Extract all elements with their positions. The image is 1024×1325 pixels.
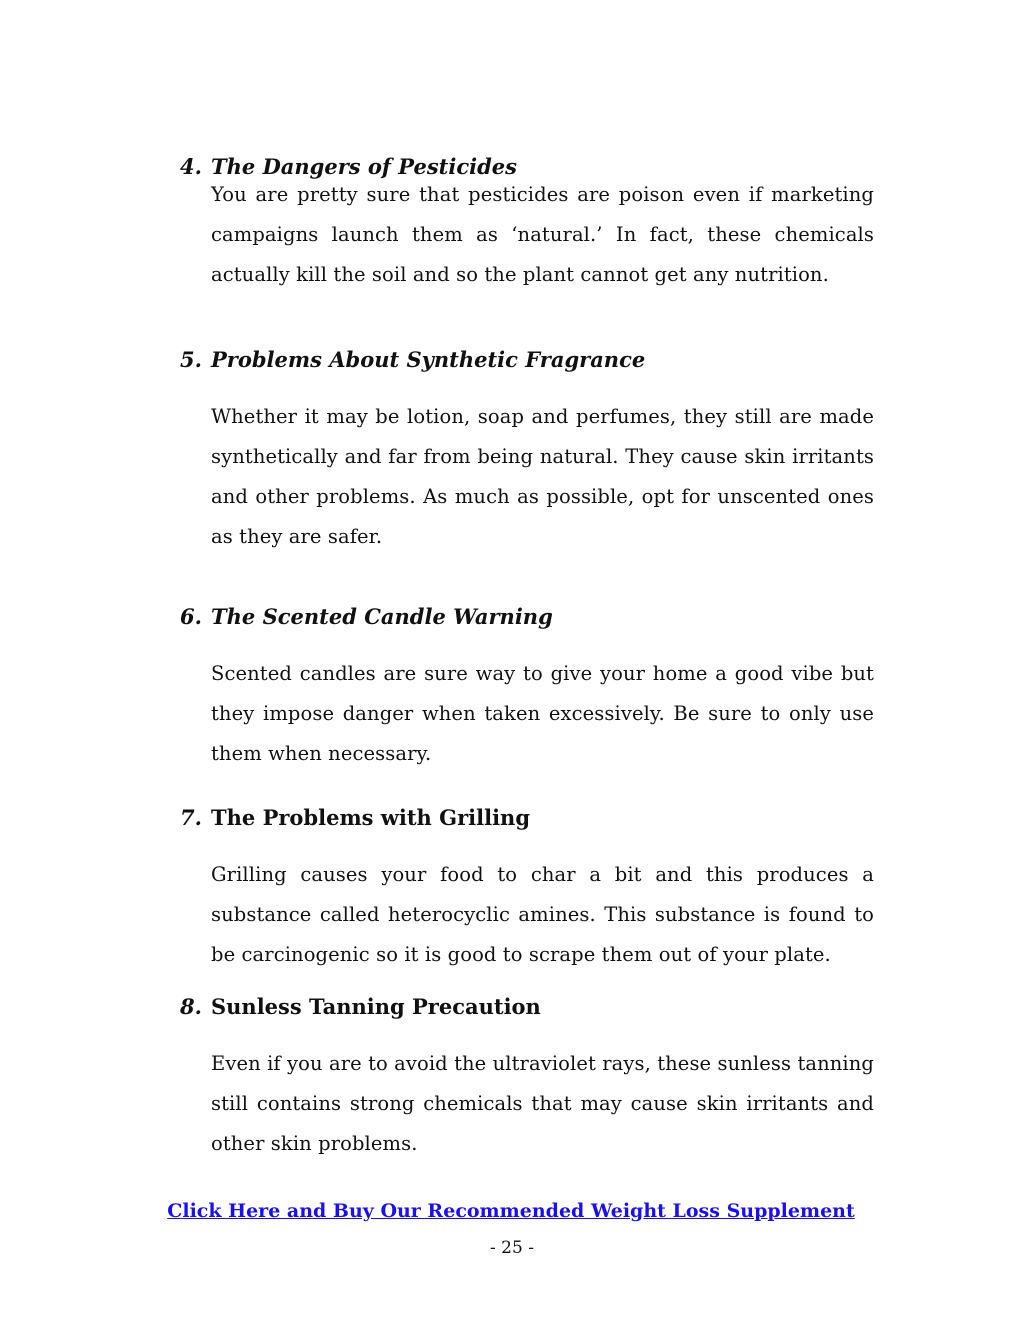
section-body: Scented candles are sure way to give your home a good vibe but they impose danger when taken excessively. Be sure to only use them when necessary. [211, 662, 874, 765]
section-4 [180, 153, 874, 295]
section-body: You are pretty sure that pesticides are poison even if marketing campaigns launch them as ‘natural.’ In fact, these chemicals actually kill the soil and so the plant cannot get any nutrition. [211, 183, 874, 286]
section-number: 4. [180, 154, 202, 179]
section-5 [180, 346, 874, 557]
section-title: Sunless Tanning Precaution [211, 994, 541, 1019]
section-heading [180, 804, 874, 832]
section-title: The Problems with Grilling [211, 805, 530, 830]
section-8 [180, 993, 874, 1164]
section-6 [180, 603, 874, 774]
section-body: Grilling causes your food to char a bit and this produces a substance called heterocyclic amines. This substance is found to be carcinogenic so it is good to scrape them out of your plate. [211, 863, 874, 966]
section-7 [180, 804, 874, 975]
section-number: 8. [180, 994, 202, 1019]
recommended-supplement-link[interactable]: Click Here and Buy Our Recommended Weight Loss Supplement [167, 1200, 855, 1222]
section-heading [180, 153, 874, 181]
section-heading [180, 346, 874, 374]
section-number: 5. [180, 347, 202, 372]
section-title: The Dangers of Pesticides [211, 154, 517, 179]
footer-link-container [0, 1200, 1024, 1222]
section-body: Even if you are to avoid the ultraviolet rays, these sunless tanning still contains strong chemicals that may cause skin irritants and other skin problems. [211, 1052, 874, 1155]
section-heading [180, 603, 874, 631]
section-title: The Scented Candle Warning [211, 604, 553, 629]
page-number: - 25 - [490, 1238, 534, 1258]
section-number: 7. [180, 805, 202, 830]
section-heading [180, 993, 874, 1021]
section-body: Whether it may be lotion, soap and perfumes, they still are made synthetically and far from being natural. They cause skin irritants and other problems. As much as possible, opt for unscented ones as they are safer. [211, 405, 874, 548]
section-title: Problems About Synthetic Fragrance [211, 347, 646, 372]
section-number: 6. [180, 604, 202, 629]
